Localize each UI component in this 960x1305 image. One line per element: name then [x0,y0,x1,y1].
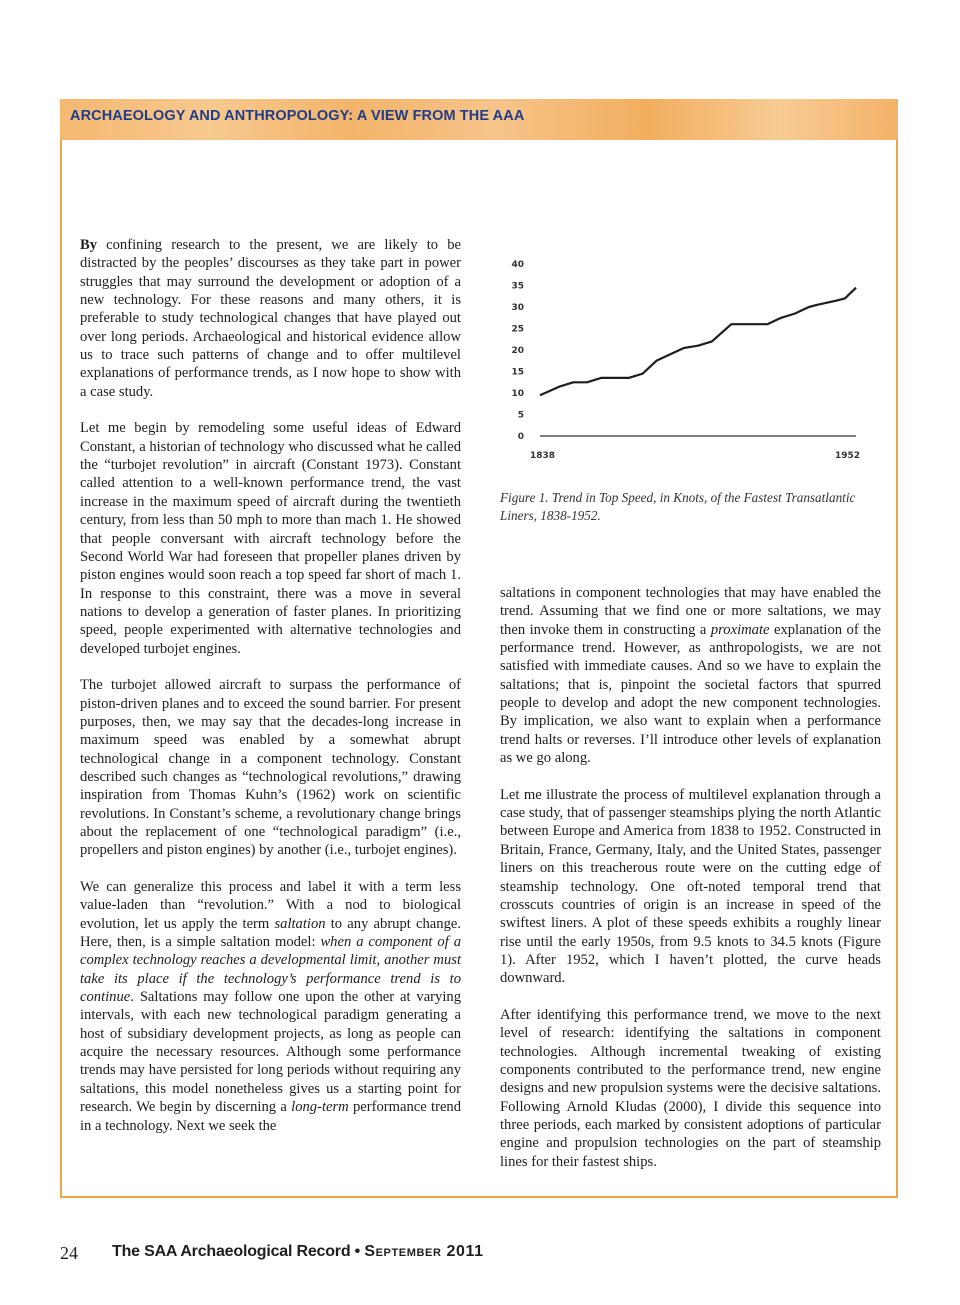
y-tick-label: 25 [511,324,524,335]
y-tick-label: 20 [511,346,524,356]
text-run: Let me illustrate the process of multilevel explanation through a case study, that of passenger steamships plying the north Atlantic between Europe and America from 1838 to 1952. Constructed in Britain, France, Germany, Italy, and the United States, passenger liners on this treacherous route were on the cutting edge of steamship technology. One oft-noted temporal trend that crosscuts countries of origin is an increase in speed of the swiftest liners. A plot of these speeds exhibits a roughly linear rise until the early 1950s, from 9.5 knots to 34.5 knots (Figure 1). After 1952, which I haven’t plotted, the curve heads downward. [500,786,881,987]
text-run: to any abrupt change. Here, then, is a simple saltation model: [80,915,461,951]
text-run: saltations in component technologies that may have enabled the trend. Assuming that we find one or more saltations, we may then invoke them in constructing a [500,585,881,638]
italic-run: proximate [710,621,770,638]
y-tick-label: 5 [517,410,524,421]
y-tick-label: 10 [511,389,524,399]
text-run: explanation of the performance trend. However, as anthropologists, we are not satisfied with immediate causes. And so we have to explain the saltations; that is, pinpoint the societal factors that spurred people to develop and adopt the new component technologies. By implication, we also want to explain when a performance trend halts or reverses. I’ll introduce other levels of explanation as we go along. [500,621,881,767]
y-tick-label: 30 [511,303,524,313]
text-run: We can generalize this process and label it with a term less value-laden than “revolution.” With a nod to biological evolution, let us apply the term [80,879,461,932]
speed-series-line [540,288,856,396]
journal-title [112,1243,484,1261]
section-banner-title: ARCHAEOLOGY AND ANTHROPOLOGY: A VIEW FROM THE AAA [70,108,525,124]
paragraph [80,236,461,401]
italic-run: saltation [274,915,326,932]
x-tick-label: 1952 [834,451,860,461]
paragraph [500,584,881,767]
journal-name: The SAA Archaeological Record [112,1243,351,1260]
left-text-column [80,236,461,1135]
y-tick-label: 35 [511,281,524,292]
y-tick-label: 15 [511,367,524,378]
y-tick-label: 0 [517,432,524,442]
right-text-column [500,584,881,1171]
y-tick-label: 40 [511,260,524,270]
paragraph [80,878,461,1135]
journal-issue: September 2011 [364,1243,484,1260]
x-tick-label: 1838 [530,451,556,461]
text-run: performance trend in a technology. Next we seek the [80,1099,462,1134]
page-number: 24 [60,1243,78,1263]
paragraph [500,786,881,988]
text-run: . Saltations may follow one upon the other at varying intervals, with each new technological paradigm generating a host of subsidiary development projects, as long as people can acquire the necessary resources. Although some performance trends may have persisted for long periods without requiring any saltations, this model nonetheless gives us a starting point for research. We begin by discerning a [80,989,461,1116]
text-run: After identifying this performance trend, we move to the next level of research: identifying the saltations in component technologies. Although incremental tweaking of existing components contributed to the performance trend, new engine designs and new propulsion systems were the decisive saltations. Following Arnold Kludas (2000), I divide this sequence into three periods, each marked by consistent adoptions of particular engine and propulsion technologies on the part of steamship lines for their fastest ships. [500,1006,881,1170]
bold-run: By [80,237,98,253]
speed-trend-chart [500,250,870,470]
footer-separator: • [350,1243,365,1260]
text-run: Let me begin by remodeling some useful ideas of Edward Constant, a historian of technology who discussed what he called the “turbojet revolution” in aircraft (Constant 1973). Constant called attention to a well-known performance trend, the vast increase in the maximum speed of aircraft during the twentieth century, from less than 50 mph to more than mach 1. He showed that people conversant with aircraft technology before the Second World War had foreseen that propeller planes driven by piston engines would soon reach a top speed far short of mach 1. In response to this constraint, there was a move in several nations to develop a generation of faster planes. In prioritizing speed, people experimented with alternative technologies and developed turbojet engines. [80,420,461,657]
italic-run: long-term [291,1099,349,1116]
paragraph [80,676,461,859]
italic-run: when a component of a complex technology reaches a developmental limit, another must take its place if the technology’s performance trend is to continue [80,934,461,1006]
text-run: confining research to the present, we are likely to be distracted by the peoples’ discourses as they take part in power struggles that may surround the development or adoption of a new technology. For these reasons and many others, it is preferable to study technological changes that have played out over long periods. Archaeological and historical evidence allow us to trace such patterns of change and to offer multilevel explanations of performance trends, as I now hope to show with a case study. [80,237,461,400]
paragraph [80,419,461,657]
paragraph [500,1006,881,1171]
figure-caption: Figure 1. Trend in Top Speed, in Knots, of the Fastest Transatlantic Liners, 1838-1952. [500,490,856,523]
section-banner [60,99,898,140]
text-run: The turbojet allowed aircraft to surpass the performance of piston-driven planes and to exceed the sound barrier. For present purposes, then, we may say that the decades-long increase in maximum speed was enabled by a somewhat abrupt technological change in a component technology. Constant described such changes as “technological revolutions,” drawing inspiration from Thomas Kuhn’s (1962) work on scientific revolutions. In Constant’s scheme, a revolutionary change brings about the replacement of one “technological paradigm” (i.e., propellers and piston engines) by another (i.e., turbojet engines). [80,677,461,859]
